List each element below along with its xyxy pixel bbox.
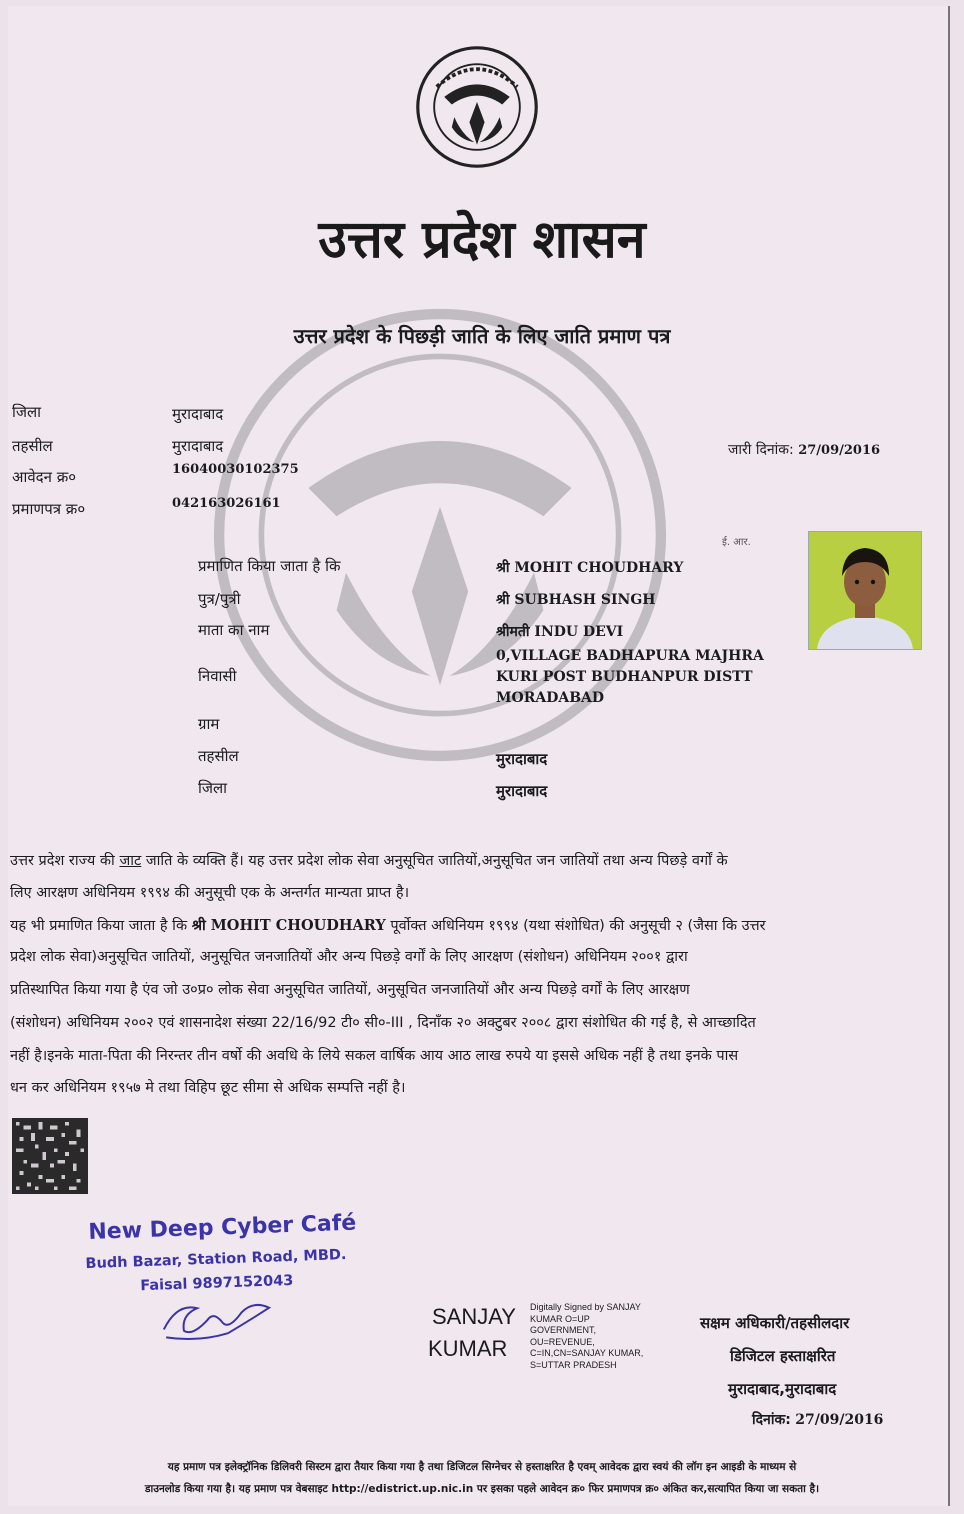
district-label: जिला — [12, 403, 42, 421]
body-line-1 — [10, 846, 940, 877]
body-text: पूर्वोक्त अधिनियम १९९४ (यथा संशोधित) की अनुसूची २ (जैसा कि उत्तर — [385, 918, 766, 934]
mother-label: माता का नाम — [198, 621, 270, 639]
signature-detail-line: GOVERNMENT, — [530, 1325, 597, 1335]
tehsil-label: तहसील — [12, 437, 53, 455]
body-line-8: धन कर अधिनियम १९५७ मे तथा विहिप छूट सीमा से अधिक सम्पत्ति नहीं है। — [10, 1080, 406, 1096]
signature-detail-line: C=IN,CN=SANJAY KUMAR, — [530, 1348, 644, 1358]
page-title: उत्तर प्रदेश शासन — [318, 210, 646, 270]
qr-code-icon — [12, 1118, 88, 1194]
body-text: यह भी प्रमाणित किया जाता है कि — [10, 918, 192, 934]
handwritten-signature-icon — [157, 1289, 279, 1343]
authority-designation: सक्षम अधिकारी/तहसीलदार — [700, 1314, 850, 1332]
person-photo-icon — [809, 532, 921, 649]
detail-tehsil-label: तहसील — [198, 747, 239, 765]
authority-location: मुरादाबाद,मुरादाबाद — [728, 1380, 837, 1398]
child-of-label: पुत्र/पुत्री — [198, 590, 241, 608]
village-label: ग्राम — [198, 715, 220, 733]
signature-detail-line: OU=REVENUE, — [530, 1336, 595, 1347]
issue-date — [728, 440, 880, 459]
stamp-line-1: New Deep Cyber Café — [87, 1210, 357, 1245]
signature-details — [530, 1302, 643, 1371]
signer-first-name: SANJAY — [432, 1304, 516, 1329]
footer-line-1: यह प्रमाण पत्र इलेक्ट्रॉनिक डिलिवरी सिस्टम द्वारा तैयार किया गया है तथा डिजिटल सिग्नेचर से हस्ताक्षरित है एवम् आवेदक द्वारा स्वयं की लॉग इन आइडी के माध्यम से — [167, 1461, 797, 1473]
district-value: मुरादाबाद — [172, 405, 224, 423]
photo-note: ई. आर. — [722, 537, 751, 548]
detail-district-value: मुरादाबाद — [496, 782, 548, 800]
up-government-emblem-icon — [414, 44, 540, 170]
signature-detail-line: KUMAR O=UP — [530, 1313, 590, 1324]
issue-date-label: जारी दिनांक: — [728, 442, 794, 458]
application-label: आवेदन क्र० — [12, 468, 77, 486]
caste-name: जाट — [119, 853, 142, 869]
digital-signature-block — [428, 1300, 678, 1390]
body-line-2: लिए आरक्षण अधिनियम १९९४ की अनुसूची एक के अन्तर्गत मान्यता प्राप्त है। — [10, 885, 410, 901]
address-line-1: 0,VILLAGE BADHAPURA MAJHRA — [496, 648, 764, 664]
tehsil-value: मुरादाबाद — [172, 437, 224, 455]
body-line-4: प्रदेश लोक सेवा)अनुसूचित जातियों, अनुसूचित जनजातियों और अन्य पिछड़े वर्गों के लिए आरक्षण (संशोधन) अधिनियम २००१ द्वारा — [10, 949, 688, 965]
stamp-line-2: Budh Bazar, Station Road, MBD. — [85, 1247, 347, 1273]
stamp-line-3: Faisal 9897152043 — [140, 1272, 294, 1295]
mother-name: श्रीमती INDU DEVI — [496, 624, 624, 640]
certificate-subtitle: उत्तर प्रदेश के पिछड़ी जाति के लिए जाति प्रमाण पत्र — [293, 324, 671, 348]
body-line-3 — [10, 910, 940, 942]
authority-date-label: दिनांक: — [752, 1412, 791, 1428]
watermark-emblem-icon — [205, 300, 675, 770]
signature-detail-line: Digitally Signed by SANJAY — [530, 1302, 641, 1312]
application-number: 16040030102375 — [172, 462, 299, 477]
body-line-6: (संशोधन) अधिनियम २००२ एवं शासनादेश संख्या 22/16/92 टी० सी०-III , दिनाँक २० अक्टुबर २००८ द्वारा संशोधित की गई है, से आच्छादित — [10, 1015, 756, 1031]
certificate-number-label: प्रमाणपत्र क्र० — [12, 500, 86, 518]
authority-date — [752, 1410, 883, 1429]
address-line-2: KURI POST BUDHANPUR DISTT — [496, 669, 753, 685]
body-text: उत्तर प्रदेश राज्य की — [10, 853, 120, 869]
authority-date-value: 27/09/2016 — [795, 1412, 884, 1428]
holder-name: श्री MOHIT CHOUDHARY — [496, 560, 684, 576]
certificate-number: 042163026161 — [172, 496, 281, 511]
resident-label: निवासी — [198, 667, 237, 685]
issue-date-value: 27/09/2016 — [798, 443, 881, 458]
body-holder-name: श्री MOHIT CHOUDHARY — [191, 917, 386, 934]
detail-tehsil-value: मुरादाबाद — [496, 750, 548, 768]
father-name: श्री SUBHASH SINGH — [496, 592, 656, 608]
signer-last-name: KUMAR — [428, 1336, 508, 1361]
body-line-5: प्रतिस्थापित किया गया है एंव जो उ०प्र० लोक सेवा अनुसूचित जातियों, अनुसूचित जनजातियों और अन्य पिछड़े वर्गों के लिए आरक्षण — [10, 982, 690, 998]
detail-district-label: जिला — [198, 779, 228, 797]
applicant-photo — [808, 531, 922, 650]
signature-detail-line: S=UTTAR PRADESH — [530, 1359, 617, 1370]
body-line-7: नहीं है।इनके माता-पिता की निरन्तर तीन वर्षो की अवधि के लिये सकल वार्षिक आय आठ लाख रुपये या इससे अधिक नहीं है तथा इनके पास — [10, 1048, 739, 1064]
cyber-cafe-stamp — [80, 1200, 385, 1350]
body-text: जाति के व्यक्ति हैं। यह उत्तर प्रदेश लोक सेवा अनुसूचित जातियों,अनुसूचित जन जातियों तथा अन्य पिछड़े वर्गों के — [141, 853, 728, 869]
authority-digital-signed: डिजिटल हस्ताक्षरित — [730, 1347, 836, 1365]
certified-label: प्रमाणित किया जाता है कि — [198, 557, 341, 575]
footer-line-2: डाउनलोड किया गया है। यह प्रमाण पत्र वेबसाइट http://edistrict.up.nic.in पर इसका पहले आवेदन क्र० फिर प्रमाणपत्र क्र० अंकित कर,सत्यापित किया जा सकता है। — [144, 1483, 820, 1495]
address-line-3: MORADABAD — [496, 690, 605, 706]
